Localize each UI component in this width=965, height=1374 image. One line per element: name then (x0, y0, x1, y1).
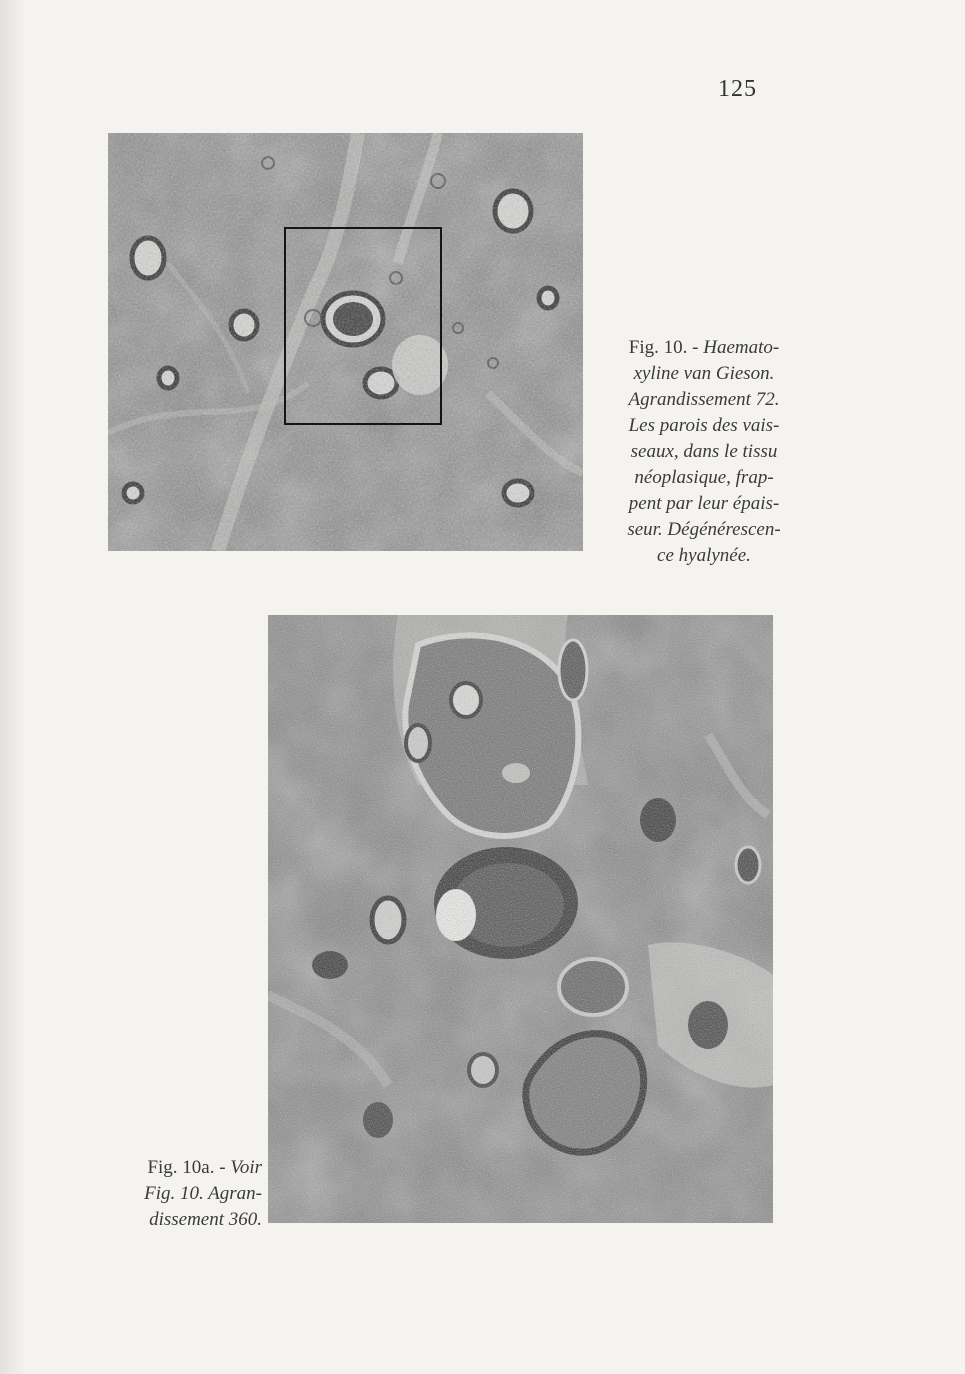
caption-line: Fig. 10a. - Voir (147, 1157, 262, 1178)
caption-line: Les parois des vais- (628, 415, 780, 436)
caption-line: néoplasique, frap- (634, 467, 774, 488)
caption-line: dissement 360. (149, 1209, 262, 1230)
caption-line: pent par leur épais- (628, 493, 780, 514)
page-number: 125 (718, 76, 757, 102)
caption-line: seaux, dans le tissu (630, 441, 778, 462)
scan-edge-shadow (0, 0, 26, 1374)
caption-line: ce hyalynée. (657, 545, 751, 566)
magnified-region-frame (284, 227, 442, 425)
figure-10-caption (604, 335, 804, 569)
caption-line: seur. Dégénérescen- (627, 519, 781, 540)
caption-line: Agrandissement 72. (628, 389, 780, 410)
figure-10a-caption (80, 1155, 262, 1233)
figure-10a-micrograph (268, 615, 773, 1223)
caption-line: xyline van Gieson. (633, 363, 775, 384)
figure-10-micrograph (108, 133, 583, 551)
caption-line: Fig. 10. - Haemato- (628, 337, 780, 358)
caption-line: Fig. 10. Agran- (144, 1183, 262, 1204)
